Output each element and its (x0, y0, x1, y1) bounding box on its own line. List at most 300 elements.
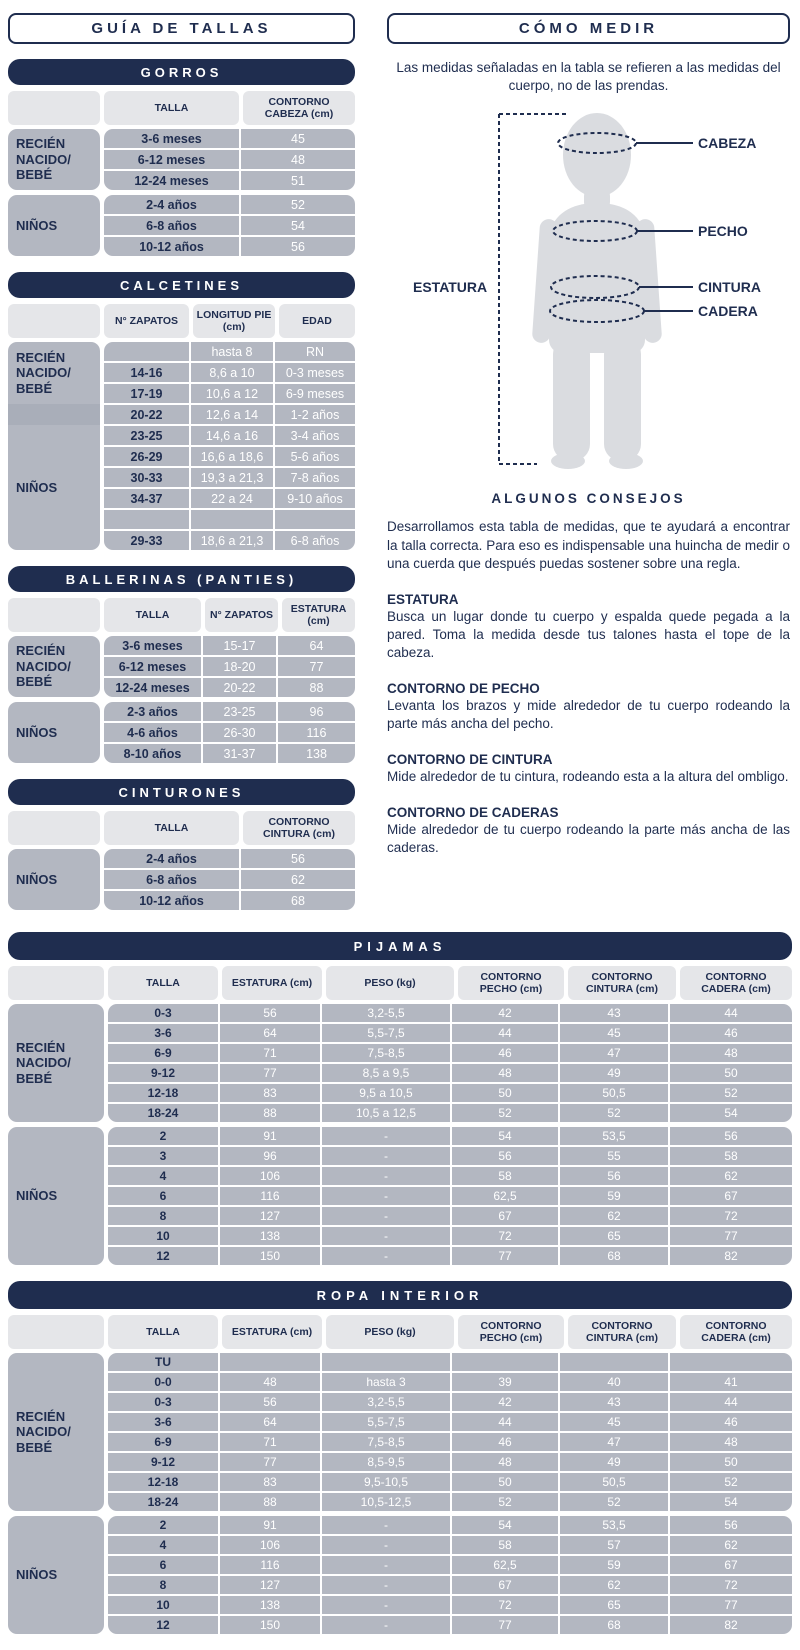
value-cell: 46 (670, 1413, 792, 1431)
column-header: CONTORNO CADERA (cm) (680, 1315, 792, 1349)
size-cell: 30-33 (104, 468, 189, 487)
table-row (104, 891, 355, 910)
value-cell: 62 (670, 1167, 792, 1185)
cabeza-label: CABEZA (698, 135, 757, 152)
value-cell: 56 (452, 1147, 558, 1165)
value-cell: 64 (220, 1024, 320, 1042)
cadera-label: CADERA (698, 303, 758, 320)
ballerinas-table (8, 566, 355, 763)
section-header: ROPA INTERIOR (8, 1281, 792, 1309)
value-cell: 68 (560, 1247, 668, 1265)
value-cell: 64 (278, 636, 355, 655)
tip-title: CONTORNO DE CINTURA (387, 752, 553, 768)
table-group (8, 1353, 792, 1511)
value-cell: 54 (452, 1127, 558, 1145)
category-label: NIÑOS (8, 1127, 104, 1265)
column-header: CONTORNO CADERA (cm) (680, 966, 792, 1000)
table-body (8, 342, 355, 550)
value-cell: 31-37 (203, 744, 276, 763)
value-cell: 8,5 a 9,5 (322, 1064, 450, 1082)
value-cell: - (322, 1187, 450, 1205)
value-cell: 40 (560, 1373, 668, 1391)
value-cell: 46 (452, 1044, 558, 1062)
category-label (8, 404, 100, 425)
value-cell: 50 (670, 1453, 792, 1471)
value-cell: 42 (452, 1004, 558, 1022)
table-row (108, 1167, 792, 1185)
value-cell: 138 (278, 744, 355, 763)
value-cell: 47 (560, 1433, 668, 1451)
value-cell: 71 (220, 1044, 320, 1062)
table-group (8, 1516, 792, 1634)
value-cell: 7-8 años (275, 468, 355, 487)
table-row (108, 1556, 792, 1574)
column-header-row (8, 966, 792, 1000)
value-cell: 150 (220, 1616, 320, 1634)
size-cell: 29-33 (104, 531, 189, 550)
calcetines-table (8, 272, 355, 550)
value-cell: 9-10 años (275, 489, 355, 508)
value-cell: - (322, 1536, 450, 1554)
table-group (8, 1004, 792, 1122)
table-row (108, 1536, 792, 1554)
value-cell: 65 (560, 1227, 668, 1245)
tip-contorno-cintura (387, 752, 790, 786)
value-cell: 49 (560, 1453, 668, 1471)
value-cell: 44 (670, 1393, 792, 1411)
value-cell: 5-6 años (275, 447, 355, 466)
value-cell: 7,5-8,5 (322, 1044, 450, 1062)
value-cell: 45 (241, 129, 355, 148)
size-cell: TU (108, 1353, 218, 1371)
size-cell: 9-12 (108, 1064, 218, 1082)
tip-title: CONTORNO DE CADERAS (387, 805, 559, 821)
value-cell: 67 (670, 1187, 792, 1205)
value-cell: 8,5-9,5 (322, 1453, 450, 1471)
value-cell: 55 (560, 1147, 668, 1165)
value-cell: 5,5-7,5 (322, 1413, 450, 1431)
table-row (104, 195, 355, 214)
column-header: TALLA (104, 811, 239, 845)
table-row (104, 216, 355, 235)
size-cell: 4-6 años (104, 723, 201, 742)
value-cell: - (322, 1227, 450, 1245)
size-cell: 4 (108, 1536, 218, 1554)
category-label: RECIÉN NACIDO/ BEBÉ (8, 342, 100, 404)
value-cell: 54 (670, 1493, 792, 1511)
table-group (8, 195, 355, 256)
value-cell: 54 (452, 1516, 558, 1534)
size-cell: 10-12 años (104, 237, 239, 256)
value-cell: 58 (452, 1167, 558, 1185)
table-row (104, 636, 355, 655)
category-label: RECIÉN NACIDO/ BEBÉ (8, 636, 100, 697)
table-row (104, 342, 355, 361)
table-row (108, 1576, 792, 1594)
size-cell: 3-6 meses (104, 636, 201, 655)
size-cell: 6-9 (108, 1044, 218, 1062)
size-cell: 12-18 (108, 1084, 218, 1102)
column-header: CONTORNO PECHO (cm) (458, 1315, 564, 1349)
table-row (108, 1493, 792, 1511)
value-cell: 18,6 a 21,3 (191, 531, 273, 550)
value-cell (275, 510, 355, 529)
column-header-row (8, 811, 355, 845)
size-cell: 2-4 años (104, 195, 239, 214)
table-row (104, 531, 355, 550)
column-header: CONTORNO CINTURA (cm) (568, 1315, 676, 1349)
value-cell: 56 (241, 849, 355, 868)
table-group (8, 636, 355, 697)
value-cell: 83 (220, 1473, 320, 1491)
column-header-row (8, 1315, 792, 1349)
value-cell: 68 (560, 1616, 668, 1634)
rows-block (108, 1353, 792, 1511)
value-cell: 56 (220, 1393, 320, 1411)
value-cell: 47 (560, 1044, 668, 1062)
value-cell: 68 (241, 891, 355, 910)
size-cell: 6-12 meses (104, 657, 201, 676)
value-cell: 52 (670, 1473, 792, 1491)
value-cell: 62 (560, 1576, 668, 1594)
size-cell: 6 (108, 1187, 218, 1205)
table-row (104, 363, 355, 382)
value-cell: 59 (560, 1556, 668, 1574)
value-cell: 10,6 a 12 (191, 384, 273, 403)
table-row (108, 1616, 792, 1634)
size-cell: 18-24 (108, 1493, 218, 1511)
table-row (104, 468, 355, 487)
size-cell: 10 (108, 1596, 218, 1614)
size-cell: 8 (108, 1576, 218, 1594)
value-cell: 62,5 (452, 1187, 558, 1205)
value-cell: 45 (560, 1413, 668, 1431)
value-cell: 12,6 a 14 (191, 405, 273, 424)
value-cell: 43 (560, 1393, 668, 1411)
value-cell: 56 (220, 1004, 320, 1022)
table-row (104, 384, 355, 403)
value-cell: 57 (560, 1536, 668, 1554)
category-label: RECIÉN NACIDO/ BEBÉ (8, 1004, 104, 1122)
table-row (104, 870, 355, 889)
table-row (108, 1596, 792, 1614)
value-cell (560, 1353, 668, 1371)
size-cell: 34-37 (104, 489, 189, 508)
value-cell: 67 (670, 1556, 792, 1574)
value-cell: 116 (220, 1187, 320, 1205)
value-cell: 50 (452, 1473, 558, 1491)
value-cell: 127 (220, 1576, 320, 1594)
table-group (8, 849, 355, 910)
tip-estatura (387, 592, 790, 662)
category-label: NIÑOS (8, 195, 100, 256)
section-header: CALCETINES (8, 272, 355, 298)
value-cell: 44 (452, 1024, 558, 1042)
value-cell: 59 (560, 1187, 668, 1205)
value-cell: - (322, 1167, 450, 1185)
value-cell: 52 (452, 1493, 558, 1511)
column-header: CONTORNO CABEZA (cm) (243, 91, 355, 125)
table-group (8, 129, 355, 190)
value-cell: 48 (670, 1044, 792, 1062)
value-cell: 1-2 años (275, 405, 355, 424)
column-header-row (8, 91, 355, 125)
table-row (108, 1413, 792, 1431)
column-header: EDAD (279, 304, 355, 338)
rows-block (104, 849, 355, 910)
table-row (108, 1353, 792, 1371)
value-cell: 50 (452, 1084, 558, 1102)
value-cell: 49 (560, 1064, 668, 1082)
table-group (8, 702, 355, 763)
value-cell: 96 (278, 702, 355, 721)
value-cell: 116 (278, 723, 355, 742)
category-label: NIÑOS (8, 849, 100, 910)
corner-cell (8, 91, 100, 125)
value-cell: - (322, 1147, 450, 1165)
value-cell: 50,5 (560, 1084, 668, 1102)
category-label: NIÑOS (8, 425, 100, 550)
value-cell: 15-17 (203, 636, 276, 655)
size-cell: 3-6 (108, 1413, 218, 1431)
value-cell: 138 (220, 1596, 320, 1614)
value-cell: 52 (560, 1493, 668, 1511)
value-cell: 9,5-10,5 (322, 1473, 450, 1491)
left-column (8, 13, 355, 926)
section-header: CINTURONES (8, 779, 355, 805)
table-row (108, 1247, 792, 1265)
gorros-table (8, 59, 355, 256)
value-cell: 48 (452, 1453, 558, 1471)
value-cell: 39 (452, 1373, 558, 1391)
ropa-interior-table (8, 1281, 792, 1634)
category-label: NIÑOS (8, 702, 100, 763)
table-row (108, 1024, 792, 1042)
size-cell: 6-12 meses (104, 150, 239, 169)
value-cell: 77 (670, 1227, 792, 1245)
section-header: PIJAMAS (8, 932, 792, 960)
value-cell (191, 510, 273, 529)
value-cell: 72 (452, 1596, 558, 1614)
value-cell: 19,3 a 21,3 (191, 468, 273, 487)
value-cell: - (322, 1576, 450, 1594)
table-row (108, 1004, 792, 1022)
value-cell: 45 (560, 1024, 668, 1042)
column-header: TALLA (104, 598, 201, 632)
column-header: ESTATURA (cm) (222, 1315, 322, 1349)
column-header: CONTORNO PECHO (cm) (458, 966, 564, 1000)
table-row (108, 1373, 792, 1391)
value-cell: 48 (670, 1433, 792, 1451)
value-cell: RN (275, 342, 355, 361)
size-cell: 3-6 meses (104, 129, 239, 148)
rows-block (108, 1127, 792, 1265)
value-cell: 46 (452, 1433, 558, 1451)
value-cell: 65 (560, 1596, 668, 1614)
table-row (108, 1187, 792, 1205)
value-cell: 138 (220, 1227, 320, 1245)
table-row (108, 1516, 792, 1534)
table-row (108, 1104, 792, 1122)
rows-block (104, 195, 355, 256)
table-row (108, 1084, 792, 1102)
size-cell: 17-19 (104, 384, 189, 403)
table-row (104, 657, 355, 676)
value-cell: - (322, 1516, 450, 1534)
table-row (104, 744, 355, 763)
column-header: N° ZAPATOS (205, 598, 278, 632)
table-row (108, 1207, 792, 1225)
value-cell: 3-4 años (275, 426, 355, 445)
value-cell: 127 (220, 1207, 320, 1225)
tip-contorno-caderas (387, 805, 790, 857)
value-cell (452, 1353, 558, 1371)
size-cell: 12 (108, 1616, 218, 1634)
table-row (104, 129, 355, 148)
column-header: CONTORNO CINTURA (cm) (568, 966, 676, 1000)
size-cell: 26-29 (104, 447, 189, 466)
value-cell: 52 (560, 1104, 668, 1122)
table-row (104, 723, 355, 742)
value-cell: 0-3 meses (275, 363, 355, 382)
value-cell: 10,5-12,5 (322, 1493, 450, 1511)
table-row (104, 678, 355, 697)
value-cell (220, 1353, 320, 1371)
value-cell: 44 (452, 1413, 558, 1431)
tip-text: Mide alrededor de tu cintura, rodeando esta a la altura del ombligo. (387, 769, 789, 785)
size-cell: 3-6 (108, 1024, 218, 1042)
value-cell: 67 (452, 1207, 558, 1225)
size-cell: 4 (108, 1167, 218, 1185)
rows-block (104, 702, 355, 763)
table-row (104, 849, 355, 868)
value-cell: 51 (241, 171, 355, 190)
value-cell: 3,2-5,5 (322, 1393, 450, 1411)
table-row (108, 1147, 792, 1165)
value-cell: - (322, 1556, 450, 1574)
column-header: CONTORNO CINTURA (cm) (243, 811, 355, 845)
column-header: TALLA (108, 966, 218, 1000)
value-cell: 150 (220, 1247, 320, 1265)
tip-text: Busca un lugar donde tu cuerpo y espalda quede pegada a la pared. Toma la medida desde tus talones hasta el tope de la cabeza. (387, 608, 790, 660)
rows-block (104, 129, 355, 190)
value-cell: 82 (670, 1247, 792, 1265)
value-cell: 56 (560, 1167, 668, 1185)
value-cell: 77 (278, 657, 355, 676)
value-cell: 106 (220, 1536, 320, 1554)
category-label: RECIÉN NACIDO/ BEBÉ (8, 129, 100, 190)
size-cell: 6-9 (108, 1433, 218, 1451)
value-cell: 48 (452, 1064, 558, 1082)
value-cell: 14,6 a 16 (191, 426, 273, 445)
consejos-heading: ALGUNOS CONSEJOS (491, 491, 686, 507)
value-cell: - (322, 1247, 450, 1265)
value-cell: 6-8 años (275, 531, 355, 550)
value-cell: 62 (241, 870, 355, 889)
value-cell: 7,5-8,5 (322, 1433, 450, 1451)
size-cell: 3 (108, 1147, 218, 1165)
section-header: GORROS (8, 59, 355, 85)
value-cell: 62 (560, 1207, 668, 1225)
value-cell: 71 (220, 1433, 320, 1451)
rows-block (108, 1004, 792, 1122)
value-cell: 64 (220, 1413, 320, 1431)
size-cell: 12 (108, 1247, 218, 1265)
tip-contorno-pecho (387, 681, 790, 733)
corner-cell (8, 1315, 104, 1349)
value-cell: hasta 3 (322, 1373, 450, 1391)
size-cell (104, 342, 189, 361)
cintura-label: CINTURA (698, 279, 761, 296)
column-header: LONGITUD PIE (cm) (193, 304, 275, 338)
table-row (104, 510, 355, 529)
value-cell: 77 (670, 1596, 792, 1614)
value-cell: 91 (220, 1516, 320, 1534)
bottom-section (0, 932, 800, 1634)
value-cell: 3,2-5,5 (322, 1004, 450, 1022)
tip-text: Mide alrededor de tu cuerpo rodeando la parte más ancha de las caderas. (387, 822, 790, 856)
value-cell: 88 (278, 678, 355, 697)
value-cell: 83 (220, 1084, 320, 1102)
column-header: ESTATURA (cm) (282, 598, 355, 632)
size-cell: 6 (108, 1556, 218, 1574)
size-cell: 8 (108, 1207, 218, 1225)
value-cell: 77 (220, 1453, 320, 1471)
size-cell: 9-12 (108, 1453, 218, 1471)
value-cell: 23-25 (203, 702, 276, 721)
category-label: RECIÉN NACIDO/ BEBÉ (8, 1353, 104, 1511)
value-cell: 62,5 (452, 1556, 558, 1574)
size-cell: 14-16 (104, 363, 189, 382)
value-cell: 9,5 a 10,5 (322, 1084, 450, 1102)
section-header: BALLERINAS (PANTIES) (8, 566, 355, 592)
value-cell: 50,5 (560, 1473, 668, 1491)
value-cell: 52 (241, 195, 355, 214)
tip-text: Levanta los brazos y mide alrededor de tu cuerpo rodeando la parte más ancha del pecho. (387, 697, 790, 731)
table-row (104, 426, 355, 445)
value-cell: 77 (452, 1247, 558, 1265)
value-cell: 56 (670, 1516, 792, 1534)
category-column (8, 342, 100, 550)
size-cell: 10-12 años (104, 891, 239, 910)
value-cell: 5,5-7,5 (322, 1024, 450, 1042)
value-cell: 10,5 a 12,5 (322, 1104, 450, 1122)
column-header: N° ZAPATOS (104, 304, 189, 338)
cinturones-table (8, 779, 355, 910)
value-cell (322, 1353, 450, 1371)
size-cell: 0-0 (108, 1373, 218, 1391)
value-cell: - (322, 1127, 450, 1145)
value-cell: 116 (220, 1556, 320, 1574)
value-cell: 88 (220, 1104, 320, 1122)
value-cell: 106 (220, 1167, 320, 1185)
value-cell: 44 (670, 1004, 792, 1022)
table-row (104, 405, 355, 424)
column-header-row (8, 598, 355, 632)
size-cell: 2-4 años (104, 849, 239, 868)
value-cell: 58 (670, 1147, 792, 1165)
size-cell: 23-25 (104, 426, 189, 445)
tip-title: CONTORNO DE PECHO (387, 680, 540, 696)
table-row (108, 1044, 792, 1062)
rows-block (104, 342, 355, 550)
value-cell: 26-30 (203, 723, 276, 742)
column-header: PESO (kg) (326, 1315, 454, 1349)
table-row (108, 1127, 792, 1145)
value-cell: 50 (670, 1064, 792, 1082)
corner-cell (8, 811, 100, 845)
value-cell: 48 (241, 150, 355, 169)
